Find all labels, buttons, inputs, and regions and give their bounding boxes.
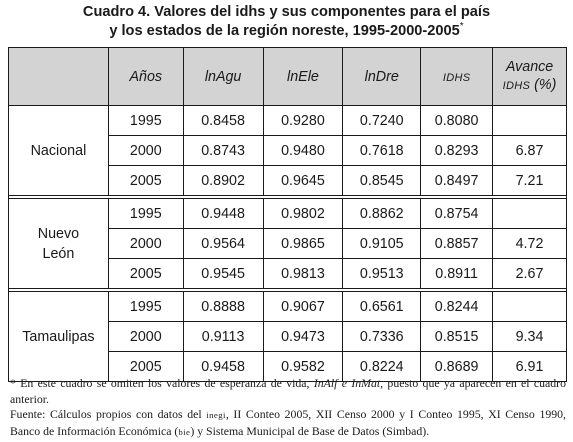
lndre-cell: 0.9105 [343, 229, 421, 259]
lndre-cell: 0.8224 [343, 352, 421, 382]
source-note [10, 407, 566, 440]
year-cell: 2000 [108, 136, 183, 166]
header-avance-idhs: IDHS [502, 80, 531, 92]
state-cell [9, 106, 109, 196]
header-lnele: lnEle [263, 48, 343, 106]
source-bie: bie [178, 426, 191, 437]
source-part-3: ) y Sistema Municipal de Base de Datos (Simbad). [190, 423, 430, 438]
state-name: León [42, 245, 75, 262]
lndre-cell: 0.9513 [343, 259, 421, 289]
year-cell: 2005 [108, 352, 183, 382]
lnagu-cell: 0.8458 [183, 106, 263, 136]
idhs-cell: 0.8293 [421, 136, 493, 166]
lnele-cell: 0.9480 [263, 136, 343, 166]
source-inegi: inegi [206, 410, 226, 420]
source-part-2: , II Conteo 2005, XII Censo 2000 y I Conteo 1995, XI Censo 1990, Banco de Información Económica ( [10, 407, 566, 438]
avance-cell: 7.21 [493, 166, 567, 196]
footnote-omitted-values [10, 376, 566, 407]
lnele-cell: 0.9645 [263, 166, 343, 196]
avance-cell: 4.72 [493, 229, 567, 259]
year-cell: 1995 [108, 292, 183, 322]
lndre-cell: 0.6561 [343, 292, 421, 322]
header-lnagu: lnAgu [183, 48, 263, 106]
header-idhs [421, 48, 493, 106]
title-line-2-text: y los estados de la región noreste, 1995-2000-2005 [109, 23, 460, 39]
lnele-cell: 0.9280 [263, 106, 343, 136]
header-avance-line1: Avance [505, 59, 554, 75]
lnele-cell: 0.9067 [263, 292, 343, 322]
lndre-cell: 0.8545 [343, 166, 421, 196]
avance-cell: 6.87 [493, 136, 567, 166]
header-lndre: lnDre [343, 48, 421, 106]
year-cell: 1995 [108, 199, 183, 229]
lnele-cell: 0.9813 [263, 259, 343, 289]
footnote-tail: puesto que ya aparecen en el cuadro anterior. [10, 376, 566, 406]
lndre-cell: 0.7618 [343, 136, 421, 166]
avance-cell [493, 199, 567, 229]
table-row [9, 199, 567, 229]
title-line-1: Cuadro 4. Valores del idhs y sus componentes para el país [82, 4, 491, 20]
idhs-cell: 0.8080 [421, 106, 493, 136]
state-name: Nacional [30, 142, 87, 159]
year-cell: 2000 [108, 229, 183, 259]
idhs-cell: 0.8497 [421, 166, 493, 196]
title-footnote-marker: * [459, 21, 464, 33]
lnele-cell: 0.9582 [263, 352, 343, 382]
idhs-cell: 0.8911 [421, 259, 493, 289]
lndre-cell: 0.8862 [343, 199, 421, 229]
source-part-1: Fuente: Cálculos propios con datos del [10, 407, 202, 421]
header-avance-unit: (%) [534, 77, 557, 93]
footnote-var1: InAlf [313, 376, 338, 390]
header-empty-cell [9, 48, 109, 106]
idhs-table [8, 47, 567, 382]
lndre-cell: 0.7240 [343, 106, 421, 136]
avance-cell: 2.67 [493, 259, 567, 289]
idhs-cell: 0.8754 [421, 199, 493, 229]
lnagu-cell: 0.9545 [183, 259, 263, 289]
lnagu-cell: 0.8888 [183, 292, 263, 322]
lnagu-cell: 0.9113 [183, 322, 263, 352]
header-anos: Años [108, 48, 183, 106]
footnote-lead: * En este cuadro se omiten los valores de esperanza de vida, [10, 376, 310, 390]
footnote-var2: InMat, [351, 376, 384, 390]
table-row [9, 106, 567, 136]
state-name: Tamaulipas [22, 328, 95, 345]
avance-cell: 9.34 [493, 322, 567, 352]
table-title [0, 3, 573, 41]
idhs-cell: 0.8689 [421, 352, 493, 382]
lnele-cell: 0.9473 [263, 322, 343, 352]
year-cell: 2005 [108, 166, 183, 196]
idhs-cell: 0.8515 [421, 322, 493, 352]
avance-cell: 6.91 [493, 352, 567, 382]
lndre-cell: 0.7336 [343, 322, 421, 352]
lnagu-cell: 0.9564 [183, 229, 263, 259]
header-avance [493, 48, 567, 106]
avance-cell [493, 292, 567, 322]
state-cell [9, 199, 109, 289]
lnagu-cell: 0.9448 [183, 199, 263, 229]
footnote-conj: e [341, 376, 347, 390]
idhs-cell: 0.8244 [421, 292, 493, 322]
header-idhs-label: IDHS [442, 71, 471, 84]
year-cell: 2000 [108, 322, 183, 352]
title-line-2 [0, 22, 573, 41]
lnele-cell: 0.9865 [263, 229, 343, 259]
lnagu-cell: 0.9458 [183, 352, 263, 382]
avance-cell [493, 106, 567, 136]
table-row [9, 292, 567, 322]
year-cell: 1995 [108, 106, 183, 136]
lnagu-cell: 0.8743 [183, 136, 263, 166]
year-cell: 2005 [108, 259, 183, 289]
table-notes [10, 376, 566, 440]
idhs-cell: 0.8857 [421, 229, 493, 259]
header-row [9, 48, 567, 106]
lnele-cell: 0.9802 [263, 199, 343, 229]
state-cell [9, 292, 109, 382]
state-name: Nuevo [37, 225, 80, 242]
lnagu-cell: 0.8902 [183, 166, 263, 196]
